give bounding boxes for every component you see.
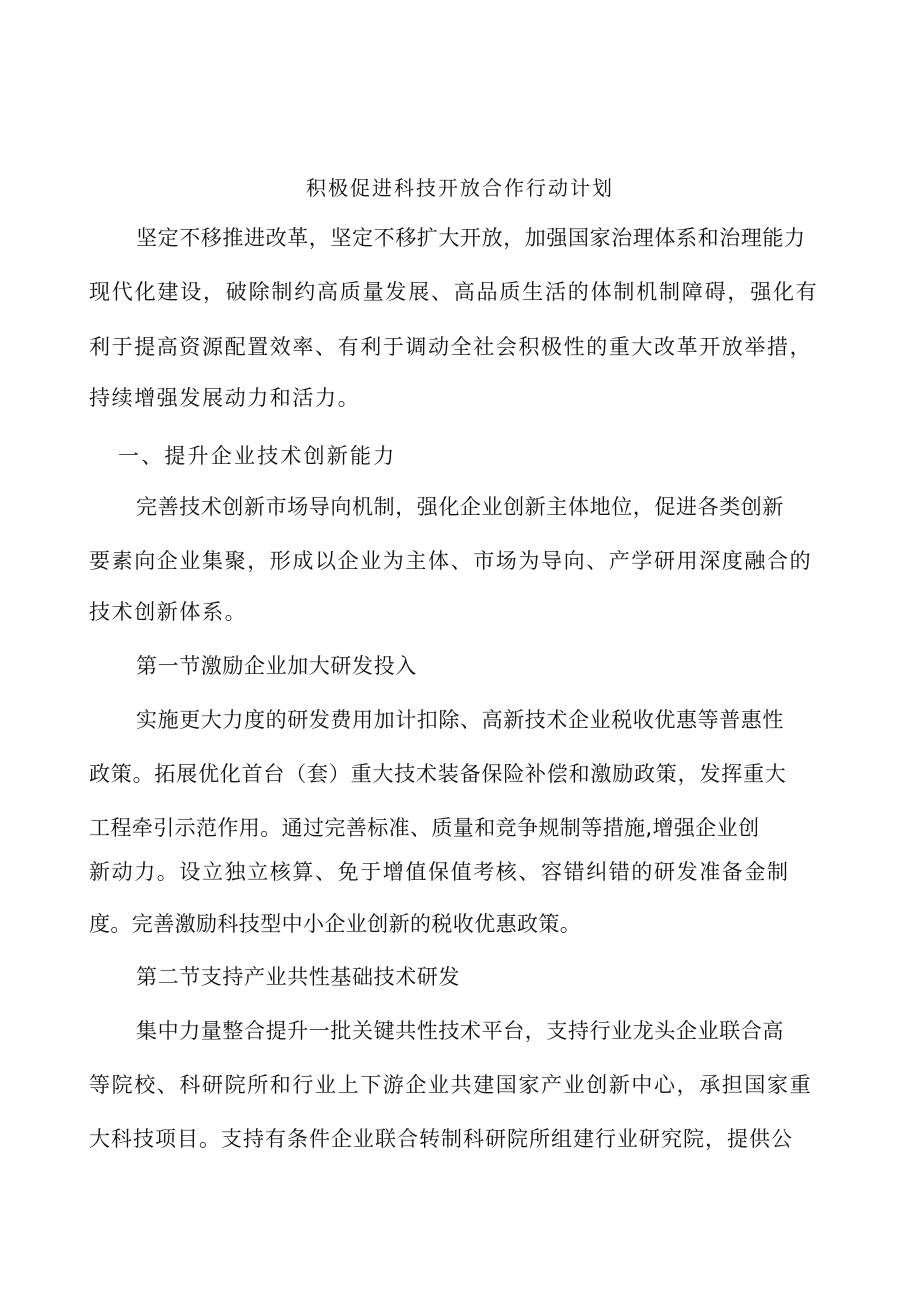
paragraph-intro-line: 现代化建设，破除制约高质量发展、高品质生活的体制机制障碍，强化有 bbox=[89, 280, 819, 304]
subsection-heading: 第二节支持产业共性基础技术研发 bbox=[136, 965, 460, 989]
paragraph-intro-line: 持续增强发展动力和活力。 bbox=[89, 386, 361, 410]
paragraph-line: 政策。拓展优化首台（套）重大技术装备保险补偿和激励政策，发挥重大 bbox=[89, 762, 787, 786]
paragraph-line: 工程牵引示范作用。通过完善标准、质量和竞争规制等措施,增强企业创 bbox=[89, 816, 760, 840]
paragraph-line: 完善技术创新市场导向机制，强化企业创新主体地位，促进各类创新 bbox=[136, 495, 784, 519]
paragraph-intro-line: 利于提高资源配置效率、有利于调动全社会积极性的重大改革开放举措， bbox=[89, 335, 813, 359]
paragraph-line: 新动力。设立独立核算、免于增值保值考核、容错纠错的研发准备金制 bbox=[89, 860, 790, 884]
paragraph-line: 要素向企业集聚，形成以企业为主体、市场为导向、产学研用深度融合的 bbox=[89, 549, 813, 573]
paragraph-line: 实施更大力度的研发费用加计扣除、高新技术企业税收优惠等普惠性 bbox=[136, 708, 784, 732]
subsection-heading: 第一节激励企业加大研发投入 bbox=[136, 654, 417, 678]
section-heading: 一、提升企业技术创新能力 bbox=[118, 444, 397, 468]
paragraph-line: 度。完善激励科技型中小企业创新的税收优惠政策。 bbox=[89, 912, 582, 936]
document-title: 积极促进科技开放合作行动计划 bbox=[306, 176, 614, 200]
paragraph-line: 技术创新体系。 bbox=[89, 600, 248, 624]
paragraph-line: 大科技项目。支持有条件企业联合转制科研院所组建行业研究院，提供公 bbox=[89, 1127, 793, 1151]
paragraph-line: 集中力量整合提升一批关键共性技术平台，支持行业龙头企业联合高 bbox=[136, 1019, 784, 1043]
paragraph-line: 等院校、科研院所和行业上下游企业共建国家产业创新中心，承担国家重 bbox=[89, 1073, 813, 1097]
paragraph-intro-line: 坚定不移推进改革，坚定不移扩大开放，加强国家治理体系和治理能力 bbox=[136, 226, 806, 250]
